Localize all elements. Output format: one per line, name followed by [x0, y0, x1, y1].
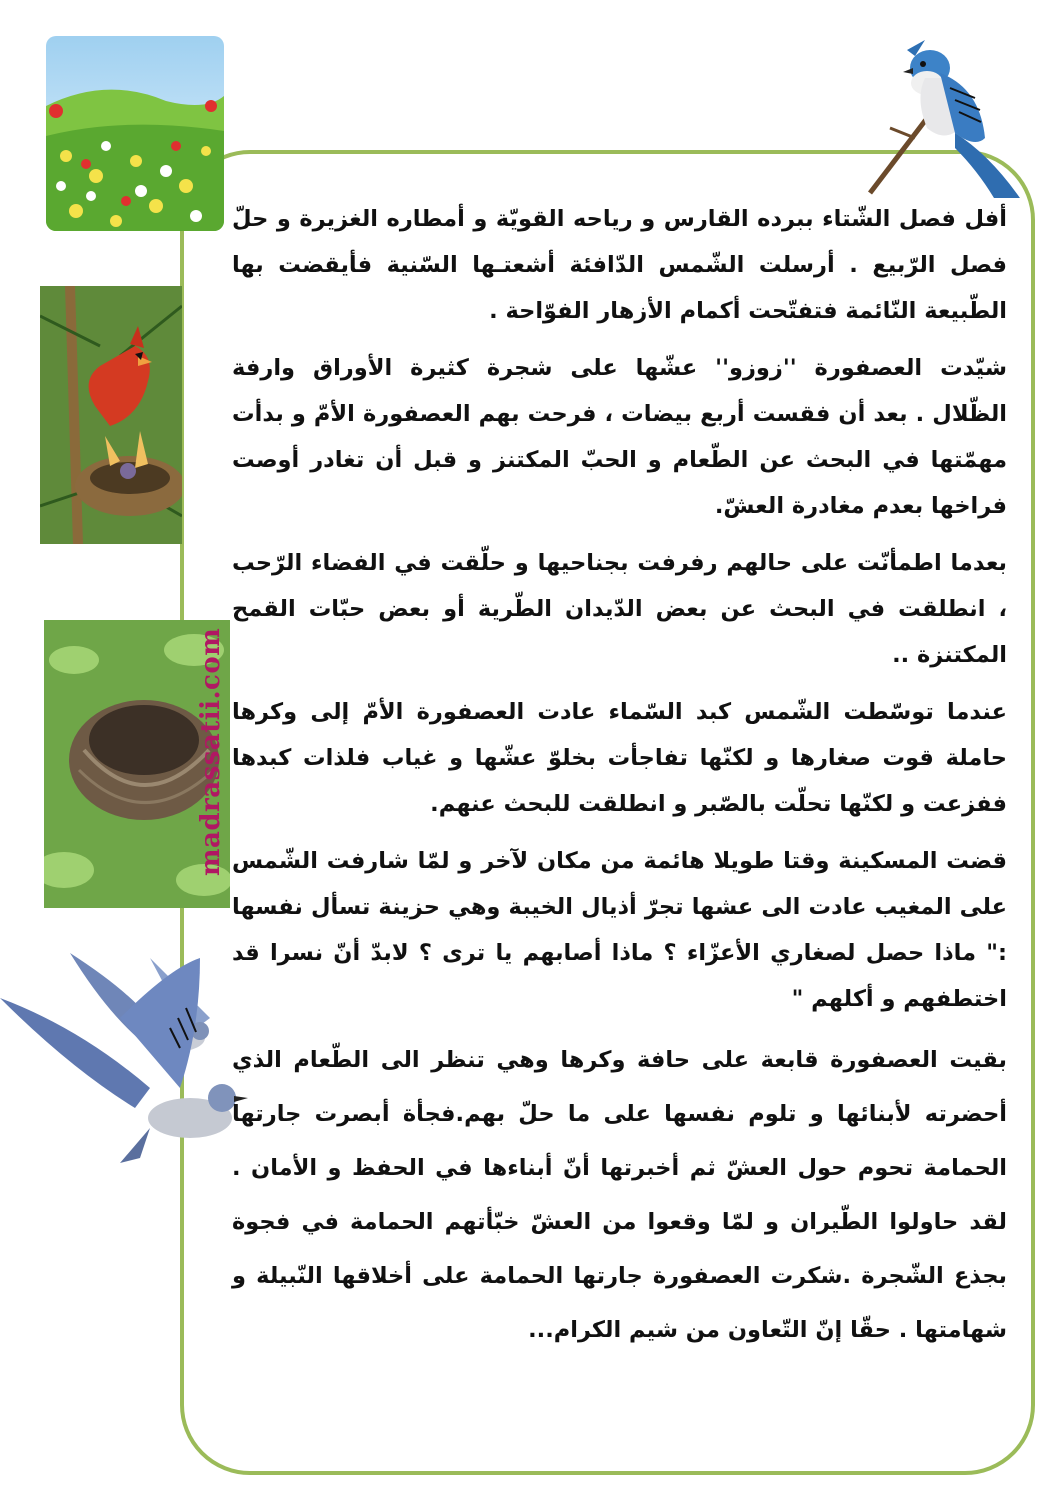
flying-blue-jays-image — [0, 938, 262, 1228]
blue-jay-image — [855, 28, 1035, 198]
watermark-text: madrassatii.com — [196, 627, 226, 877]
paragraph-5: قضت المسكينة وقتا طويلا هائمة من مكان لآخر و لمّا شارفت الشّمس على المغيب عادت الى عشها تجرّ أذيال الخيبة وهي حزينة تسأل نفسها :" ماذا حصل لصغاري الأعزّاء ؟ ماذا أصابهم يا ترى ؟ لابدّ أنّ نسرا قد اختطفهم و أكلهم " — [232, 848, 1007, 1012]
paragraph-3: بعدما اطمأنّت على حالهم رفرفت بجناحيها و حلّقت في الفضاء الرّحب ، انطلقت في البحث عن بعض الدّيدان الطّرية أو بعض حبّات القمح المكتنزة .. — [232, 550, 1007, 668]
story-text — [232, 196, 1007, 1368]
paragraph-4: عندما توسّطت الشّمس كبد السّماء عادت العصفورة الأمّ إلى وكرها حاملة قوت صغارها و لكنّها تفاجأت بخلوّ عشّها و غياب فلذات كبدها ففزعت و لكنّها تحلّت بالصّبر و انطلقت للبحث عنهم. — [232, 699, 1007, 817]
cardinal-nest-image — [40, 286, 182, 544]
paragraph-1: أفل فصل الشّتاء ببرده القارس و رياحه القويّة و أمطاره الغزيرة و حلّ فصل الرّبيع . أرسلت الشّمس الدّافئة أشعتـها السّنية فأيقضت بها الطّبيعة النّائمة فتفتّحت أكمام الأزهار الفوّاحة . — [232, 206, 1007, 324]
paragraph-6: بقيت العصفورة قابعة على حافة وكرها وهي تنظر الى الطّعام الذي أحضرته لأبنائها و تلوم نفسها على ما حلّ بهم.فجأة أبصرت جارتها الحمامة تحوم حول العشّ ثم أخبرتها أنّ أبناءها في الحفظ و الأمان . لقد حاولوا الطّيران و لمّا وقعوا من العشّ خبّأتهم الحمامة في فجوة بجذع الشّجرة .شكرت العصفورة جارتها الحمامة على أخلاقها النّبيلة و شهامتها . حقّا إنّ التّعاون من شيم الكرام... — [232, 1047, 1007, 1343]
paragraph-2: شيّدت العصفورة ''زوزو'' عشّها على شجرة كثيرة الأوراق وارفة الظّلال . بعد أن فقست أربع بيضات ، فرحت بهم العصفورة الأمّ و بدأت مهمّتها في البحث عن الطّعام و الحبّ المكتنز و قبل أن تغادر أوصت فراخها بعدم مغادرة العشّ. — [232, 355, 1007, 519]
spring-flowers-image — [46, 36, 224, 231]
